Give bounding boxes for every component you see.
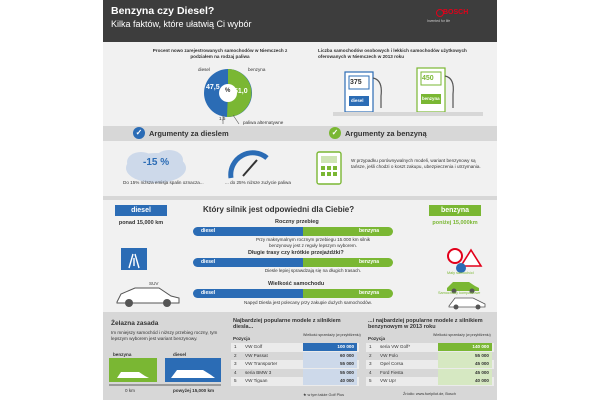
- row-sales: 40 000: [303, 377, 357, 385]
- footer-source: Źródło: www.fuelpilot.de, Bosch: [403, 392, 456, 396]
- benzyna-table-title: ...i najbardziej popularne modele z silnikiem benzynowym w 2013 roku: [368, 318, 483, 330]
- row-position: 1: [234, 344, 237, 349]
- row-sales: 45 000: [438, 369, 492, 377]
- row-sales: 60 000: [303, 352, 357, 360]
- table-row: [231, 369, 359, 378]
- table-row: [231, 360, 359, 369]
- row-position: 5: [234, 378, 237, 383]
- brand-name: BOSCH: [443, 9, 469, 16]
- benzyna-pump-label: benzyna: [422, 96, 440, 101]
- row-model: Ford Fiesta: [380, 369, 404, 375]
- args-benzyna-text: W przypadku porównywalnych modeli, wariant benzynowy są tańsze, jeśli chodzi o koszt zakupu, ubezpieczenia i utrzymania.: [351, 158, 481, 169]
- q1-text: Przy maksymalnym rocznym przebiegu 15.000 km silnik benzynowy jest z reguły lepszym wyborem.: [255, 237, 371, 248]
- checkmark-icon: ✓: [329, 127, 341, 139]
- benzyna-table-col-sales: Wielkość sprzedaży (w przybliżeniu): [433, 333, 491, 337]
- suv-car-icon: [113, 284, 183, 308]
- q2-text: Diesle lepiej sprawdzają się na długich trasach.: [264, 268, 362, 273]
- q3-scale: [193, 289, 393, 298]
- table-row: [366, 352, 494, 361]
- args-diesel-title: Argumenty za dieslem: [149, 129, 229, 138]
- rule-title: Żelazna zasada: [111, 320, 159, 327]
- row-sales: 40 000: [438, 377, 492, 385]
- row-sales: 55 000: [303, 360, 357, 368]
- row-position: 1: [369, 344, 372, 349]
- table-row: [366, 360, 494, 369]
- rule-illustration: [109, 358, 223, 388]
- row-model: seria BMW 3: [245, 369, 272, 375]
- row-position: 5: [369, 378, 372, 383]
- q2-diesel-label: diesel: [201, 259, 216, 265]
- q2-title: Długie trasy czy krótkie przejażdżki?: [248, 250, 344, 256]
- row-model: VW Tiguan: [245, 378, 268, 383]
- row-model: VW Transporter: [245, 361, 278, 366]
- row-model: VW Passat: [245, 352, 268, 358]
- footer-note: ★ w tym także Golf Plus: [303, 393, 344, 397]
- pie-label-diesel: diesel: [198, 67, 211, 72]
- pie-value-alt: 1,5: [219, 116, 226, 121]
- q3-title: Wielkość samochodu: [268, 281, 325, 287]
- row-sales: 45 000: [438, 360, 492, 368]
- table-row: [231, 377, 359, 386]
- pie-center-symbol: %: [225, 88, 231, 94]
- benzyna-count: 450: [422, 75, 434, 82]
- diesel-km: ponad 15,000 km: [118, 220, 164, 226]
- checkmark-icon: ✓: [133, 127, 145, 139]
- row-model: seria VW Golf*: [380, 344, 411, 349]
- args-diesel-text1: Do 15% niższa emisja spalin oznacza...: [123, 180, 204, 185]
- registrations-caption: Procent nowo zarejestrowanych samochodów w Niemczech z podziałem na rodzaj paliwa: [152, 48, 288, 59]
- row-sales: 55 000: [303, 369, 357, 377]
- rule-right-km: powyżej 15,000 km: [173, 388, 215, 393]
- rule-benzyna-label: benzyna: [113, 352, 132, 357]
- small-car-label: Mały samochód: [447, 271, 474, 275]
- question-title: Który silnik jest odpowiedni dla Ciebie?: [203, 205, 355, 214]
- brand-tagline: Invented for life: [427, 19, 451, 23]
- diesel-table-col-pos: Pozycja: [233, 336, 251, 341]
- row-position: 3: [234, 361, 237, 366]
- row-position: 4: [369, 369, 372, 375]
- table-row: [366, 377, 494, 386]
- benzyna-table: [366, 343, 494, 386]
- fuel-pumps-illustration: [333, 66, 483, 122]
- stations-caption: Liczba samochodów osobowych i lekkich samochodów użytkowych oferowanych w Niemczech w 2013 roku: [318, 48, 467, 59]
- row-position: 2: [234, 352, 237, 358]
- highway-sign-icon: [121, 248, 147, 270]
- args-diesel-text2: ... do 25% niższe zużycie paliwa: [225, 180, 291, 185]
- row-model: VW Up!: [380, 378, 396, 383]
- compact-car-label: Samochody kompaktowe: [438, 291, 481, 295]
- divider: [103, 196, 497, 200]
- page-title: Benzyna czy Diesel?: [111, 5, 215, 17]
- row-model: VW Polo: [380, 352, 398, 358]
- infographic: [103, 0, 497, 400]
- q1-title: Roczny przebieg: [275, 219, 319, 225]
- row-sales: 55 000: [438, 352, 492, 360]
- pie-label-benzyna: benzyna: [248, 67, 266, 72]
- q1-scale: [193, 227, 393, 236]
- q3-benzyna-label: benzyna: [358, 290, 379, 296]
- pie-value-benzyna: 51,0: [234, 88, 248, 95]
- page-subtitle: Kilka faktów, które ułatwią Ci wybór: [111, 19, 252, 29]
- rule-left-km: 0 km: [125, 388, 135, 393]
- diesel-badge: diesel: [115, 205, 167, 216]
- q1-benzyna-label: benzyna: [358, 228, 379, 234]
- q3-text: Napęd Diesla jest polecany przy zakupie dużych samochodów.: [244, 300, 372, 305]
- q2-scale: [193, 258, 393, 267]
- diesel-table-col-sales: Wielkość sprzedaży (w przybliżeniu): [303, 333, 361, 337]
- rule-diesel-label: diesel: [173, 352, 187, 357]
- diesel-table: [231, 343, 359, 386]
- diesel-count: 375: [350, 79, 362, 86]
- row-position: 3: [369, 361, 372, 366]
- table-row: [366, 343, 494, 352]
- row-sales: 140 000: [438, 343, 492, 351]
- rule-text: Im mniejszy samochód i niższy przebieg roczny, tym lepszym wyborem jest wariant benzynowy.: [111, 330, 218, 341]
- q1-diesel-label: diesel: [201, 228, 216, 234]
- suv-label: SUV: [149, 281, 159, 286]
- fuel-gauge-icon: [223, 146, 273, 182]
- q3-diesel-label: diesel: [201, 290, 216, 296]
- benzyna-table-col-pos: Pozycja: [368, 336, 386, 341]
- row-model: VW Golf: [245, 344, 263, 349]
- table-row: [231, 352, 359, 361]
- benzyna-badge: benzyna: [429, 205, 481, 216]
- args-diesel-stat1: -15 %: [143, 157, 170, 168]
- table-row: [231, 343, 359, 352]
- benzyna-km: poniżej 15,000km: [432, 220, 478, 226]
- calculator-icon: [315, 150, 345, 186]
- row-sales: 100 000: [303, 343, 357, 351]
- row-position: 2: [369, 352, 372, 358]
- row-position: 4: [234, 369, 237, 375]
- diesel-pump-label: diesel: [351, 98, 364, 103]
- pie-value-diesel: 47,5: [206, 84, 220, 91]
- diesel-table-title: Najbardziej popularne modele z silnikiem diesla...: [233, 318, 341, 330]
- pie-label-alt: paliwa alternatywne: [243, 120, 284, 125]
- row-model: Opel Corsa: [380, 361, 404, 366]
- args-benzyna-title: Argumenty za benzyną: [345, 129, 427, 138]
- q2-benzyna-label: benzyna: [358, 259, 379, 265]
- table-row: [366, 369, 494, 378]
